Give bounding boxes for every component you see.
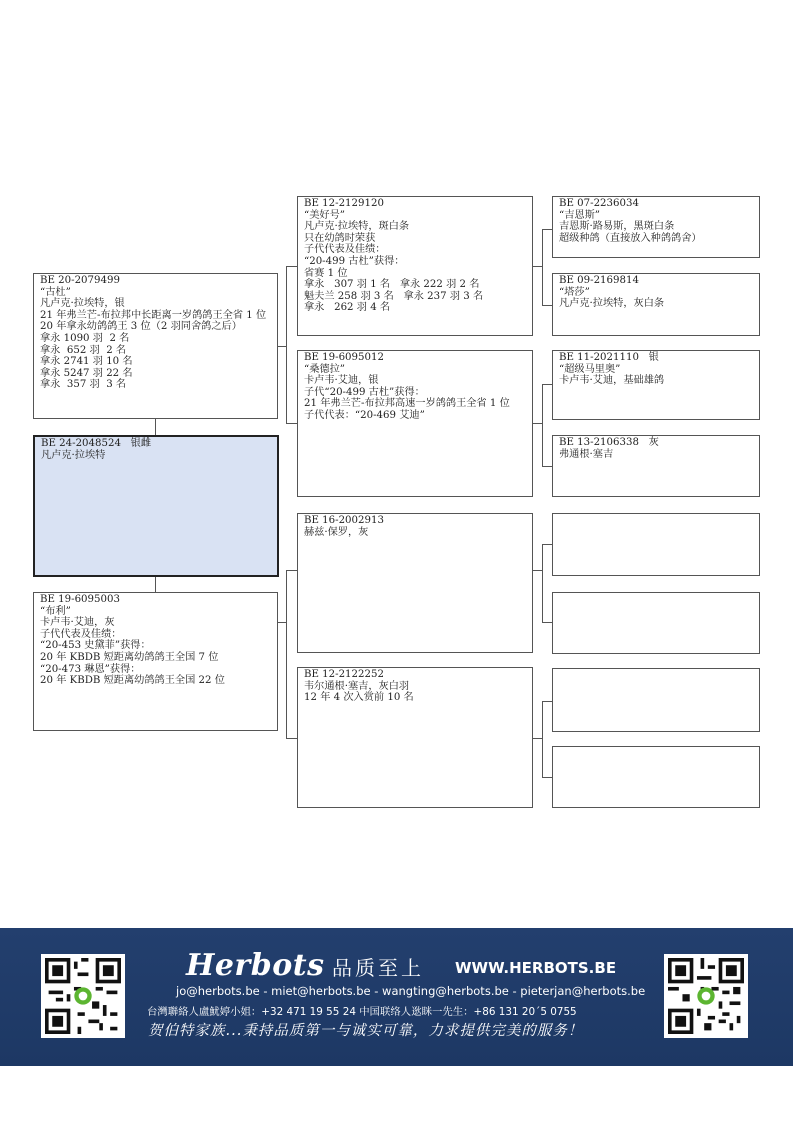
- sds-box: [552, 350, 760, 420]
- connector-ds-r: [533, 570, 542, 571]
- ss-breeder: 凡卢克·拉埃特，斑白条: [304, 221, 410, 233]
- ss-text: 子代代表及佳绩：: [304, 244, 386, 256]
- sss-name: “吉恩斯”: [559, 209, 600, 221]
- sds-name: “超级马里奥”: [559, 363, 621, 375]
- connector-sd-r: [533, 423, 542, 424]
- dam-text: 20 年 KBDB 短距离幼鸽鸽王全国 7 位: [40, 651, 219, 663]
- right-qr-code: [664, 954, 748, 1038]
- connector-sss: [542, 229, 552, 230]
- dd-box: [297, 667, 533, 808]
- sire-result: 拿永 1090 羽 2 名: [40, 332, 130, 344]
- connector-sire-vert: [286, 266, 287, 423]
- connector-sire: [278, 346, 286, 347]
- sd-ring: BE 19-6095012: [304, 352, 384, 363]
- connector-sdd: [542, 466, 552, 467]
- sire-box: [33, 273, 278, 419]
- connector-sd: [286, 423, 297, 424]
- connector-dd: [286, 738, 297, 739]
- connector-dd-r: [533, 738, 542, 739]
- sdd-ring: BE 13-2106338 灰: [559, 437, 659, 448]
- ds-ring: BE 16-2002913: [304, 515, 384, 526]
- sire-name: “古杜”: [40, 286, 71, 298]
- ddd-box: [552, 746, 760, 808]
- ss-ring: BE 12-2129120: [304, 198, 384, 209]
- ssd-box: [552, 273, 760, 336]
- ss-text: 拿永 262 羽 4 名: [304, 302, 391, 314]
- sire-result: 拿永 2741 羽 10 名: [40, 356, 133, 368]
- dam-text: “20-453 史黛菲”获得：: [40, 640, 151, 652]
- connector-ddd: [542, 777, 552, 778]
- connector-ds: [286, 570, 297, 571]
- dam-text: 20 年 KBDB 短距离幼鸽鸽王全国 22 位: [40, 675, 225, 687]
- subject-box: [33, 435, 279, 577]
- sss-ring: BE 07-2236034: [559, 198, 639, 209]
- brand-logo: Herbots: [186, 948, 325, 983]
- sd-text: 子代代表：“20-469 艾迪”: [304, 409, 425, 421]
- sdd-box: [552, 435, 760, 497]
- sire-achievement: 21 年弗兰芒-布拉邦中长距离一岁鸽鸽王全省 1 位: [40, 309, 267, 321]
- dam-text: “20-473 琳恩”获得：: [40, 663, 141, 675]
- connector-ss-vert: [542, 229, 543, 305]
- dd-ring: BE 12-2122252: [304, 669, 384, 680]
- sd-achievement: 21 年弗兰芒-布拉邦高速一岁鸽鸽王全省 1 位: [304, 398, 510, 410]
- company-motto: 贺伯特家族...秉持品质第一与诚实可靠，力求提供完美的服务！: [148, 1023, 584, 1039]
- dd-text: 12 年 4 次入赏前 10 名: [304, 692, 414, 704]
- ssd-breeder: 凡卢克·拉埃特，灰白条: [559, 298, 665, 310]
- ss-text: 只在幼鸽时荣获: [304, 232, 376, 244]
- sd-name: “桑德拉”: [304, 363, 345, 375]
- sds-breeder: 卡卢韦·艾迪，基础雄鸽: [559, 375, 665, 387]
- sdd-breeder: 弗通根·塞吉: [559, 448, 614, 460]
- sss-text: 超级种鸽（直接放入种鸽鸽舍）: [559, 232, 702, 244]
- connector-dss: [542, 544, 552, 545]
- qr-code-icon: [668, 958, 744, 1034]
- dsd-box: [552, 592, 760, 654]
- connector-ds-vert: [542, 544, 543, 622]
- ssd-name: “塔莎”: [559, 286, 590, 298]
- dss-box: [552, 513, 760, 576]
- ss-text: “20-499 古杜”获得：: [304, 255, 405, 267]
- dam-name: “布利”: [40, 605, 71, 617]
- connector-ss: [286, 266, 297, 267]
- footer-banner: [0, 928, 793, 1066]
- connector-ssd: [542, 305, 552, 306]
- dam-breeder: 卡卢韦·艾迪，灰: [40, 617, 115, 629]
- ssd-ring: BE 09-2169814: [559, 275, 639, 286]
- sd-text: 子代“20-499 古杜”获得：: [304, 386, 425, 398]
- connector-dd-vert: [542, 701, 543, 777]
- connector-subject-dam: [155, 577, 156, 592]
- sd-box: [297, 350, 533, 497]
- dd-breeder: 韦尔通根·塞吉，灰白羽: [304, 680, 410, 692]
- sss-box: [552, 196, 760, 258]
- subject-ring: BE 24-2048524 银雌: [41, 438, 152, 449]
- ds-breeder: 赫兹·保罗，灰: [304, 526, 369, 538]
- connector-ss-r: [533, 266, 542, 267]
- dds-box: [552, 668, 760, 732]
- sd-breeder: 卡卢韦·艾迪，银: [304, 375, 379, 387]
- left-qr-code: [41, 954, 125, 1038]
- connector-subject-sire: [155, 419, 156, 435]
- sire-breeder: 凡卢克·拉埃特，银: [40, 298, 125, 310]
- sss-breeder: 吉恩斯·路易斯，黑斑白条: [559, 221, 675, 233]
- connector-sds: [542, 384, 552, 385]
- connector-dds: [542, 701, 552, 702]
- connector-dam-vert: [286, 570, 287, 738]
- contact-phones: 台灣聯絡人盧魷婷小姐：+32 471 19 55 24 中国联络人逖眯一先生：+86 131 20´5 0755: [147, 1006, 577, 1018]
- dam-ring: BE 19-6095003: [40, 594, 120, 605]
- subject-breeder: 凡卢克·拉埃特: [41, 449, 106, 461]
- connector-sd-vert: [542, 384, 543, 466]
- sire-ring: BE 20-2079499: [40, 275, 120, 286]
- contact-emails[interactable]: jo@herbots.be - miet@herbots.be - wangting@herbots.be - pieterjan@herbots.be: [176, 984, 646, 998]
- ss-text: 省赛 1 位: [304, 267, 348, 279]
- dam-text: 子代代表及佳绩：: [40, 628, 122, 640]
- qr-code-icon: [45, 958, 121, 1034]
- sire-result: 拿永 652 羽 2 名: [40, 344, 127, 356]
- ss-text: 拿永 307 羽 1 名 拿永 222 羽 2 名: [304, 279, 480, 291]
- brand-slogan: 品质至上: [332, 956, 424, 980]
- sire-result: 拿永 5247 羽 22 名: [40, 367, 133, 379]
- sire-result: 20 年拿永幼鸽鸽王 3 位（2 羽同舍鸽之后）: [40, 321, 242, 333]
- ss-box: [297, 196, 533, 336]
- ds-box: [297, 513, 533, 653]
- connector-dam: [278, 622, 286, 623]
- connector-dsd: [542, 622, 552, 623]
- website-link[interactable]: WWW.HERBOTS.BE: [455, 959, 617, 977]
- sds-ring: BE 11-2021110 银: [559, 352, 659, 363]
- dam-box: [33, 592, 278, 731]
- ss-name: “美好号”: [304, 209, 345, 221]
- sire-result: 拿永 357 羽 3 名: [40, 379, 127, 391]
- ss-text: 魁夫兰 258 羽 3 名 拿永 237 羽 3 名: [304, 290, 484, 302]
